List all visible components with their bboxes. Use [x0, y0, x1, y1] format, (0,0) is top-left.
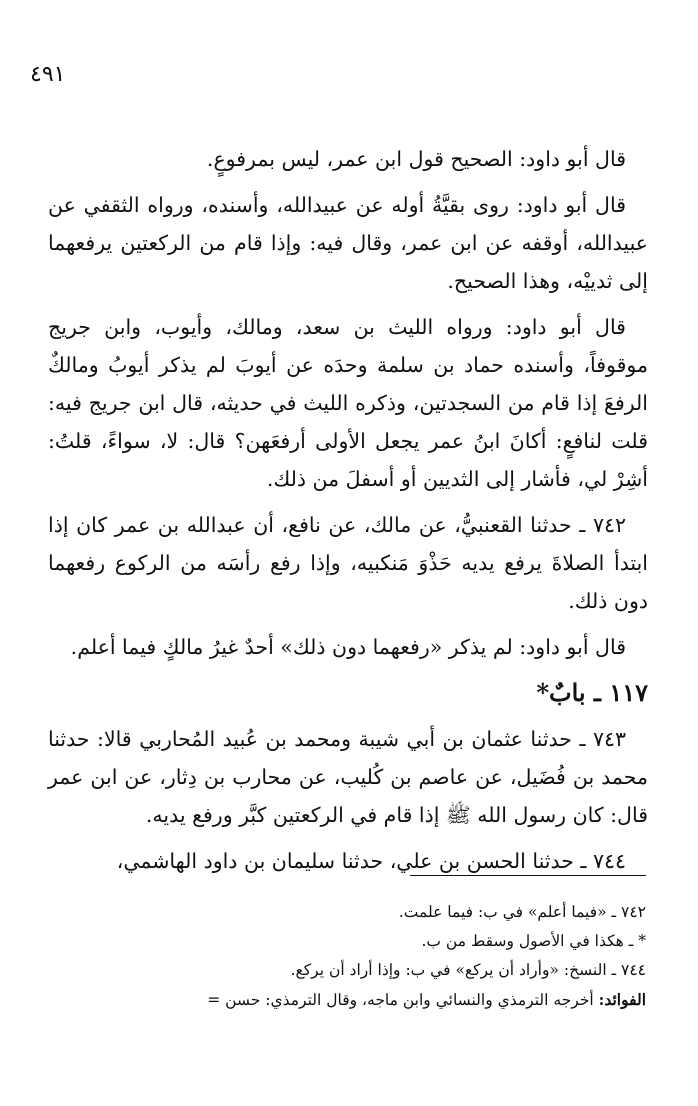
footnote-text: ٧٤٢ ـ «فيما أعلم» في ب: فيما علمت.	[398, 903, 646, 921]
footnotes	[48, 898, 646, 1015]
page-number: ٤٩١	[30, 62, 66, 87]
footnote-text: ٧٤٤ ـ النسخ: «وأراد أن يركع» في ب: وإذا أراد أن يركع.	[290, 961, 646, 979]
footnote-text: * ـ هكذا في الأصول وسقط من ب.	[421, 932, 646, 950]
footnote	[48, 927, 646, 956]
paragraph: ٧٤٤ ـ حدثنا الحسن بن علي، حدثنا سليمان بن داود الهاشمي،	[116, 849, 626, 873]
footnote-text: أخرجه الترمذي والنسائي وابن ماجه، وقال الترمذي: حسن =	[207, 991, 599, 1009]
paragraph: قال أبو داود: روى بقيَّةُ أوله عن عبيدالله، وأسنده، ورواه الثقفي عن عبيدالله، أوقفه عن ابن عمر، وقال فيه: وإذا قام من الركعتين يرفعهما إلى ثدييْه، وهذا الصحيح.	[48, 193, 648, 293]
main-text	[48, 140, 648, 888]
paragraph: قال أبو داود: لم يذكر «رفعهما دون ذلك» أحدٌ غيرُ مالكٍ فيما أعلم.	[70, 635, 626, 659]
footnote	[48, 898, 646, 927]
paragraph: ٧٤٢ ـ حدثنا القعنبيُّ، عن مالك، عن نافع، أن عبدالله بن عمر كان إذا ابتدأ الصلاةَ يرفع يديه حَذْوَ مَنكبيه، وإذا رفع رأسَه من الركوع رفعهما دون ذلك.	[48, 513, 648, 613]
chapter-heading: ١١٧ ـ بابٌ*	[536, 678, 648, 707]
footnote	[48, 956, 646, 985]
paragraph: قال أبو داود: الصحيح قول ابن عمر، ليس بمرفوعٍ.	[206, 147, 626, 171]
footnote	[48, 985, 646, 1015]
footnote-divider	[410, 875, 646, 876]
paragraph: قال أبو داود: ورواه الليث بن سعد، ومالك، وأيوب، وابن جريج موقوفاً، وأسنده حماد بن سلمة وحدَه عن أيوبَ لم يذكر أيوبُ ومالكٌ الرفعَ إذا قام من السجدتين، وذكره الليث في حديثه، قال ابن جريج فيه: قلت لنافعٍ: أكانَ ابنُ عمر يجعل الأولى أرفعَهن؟ قال: لا، سواءً، قلتُ: أشِرْ لي، فأشار إلى الثديين أو أسفلَ من ذلك.	[48, 315, 648, 491]
footnote-label: الفوائد:	[598, 990, 646, 1009]
paragraph: ٧٤٣ ـ حدثنا عثمان بن أبي شيبة ومحمد بن عُبيد المُحاربي قالا: حدثنا محمد بن فُضَيل، عن عاصم بن كُليب، عن محارب بن دِثار، عن ابن عمر قال: كان رسول الله ﷺ إذا قام في الركعتين كبَّر ورفع يديه.	[48, 727, 648, 827]
